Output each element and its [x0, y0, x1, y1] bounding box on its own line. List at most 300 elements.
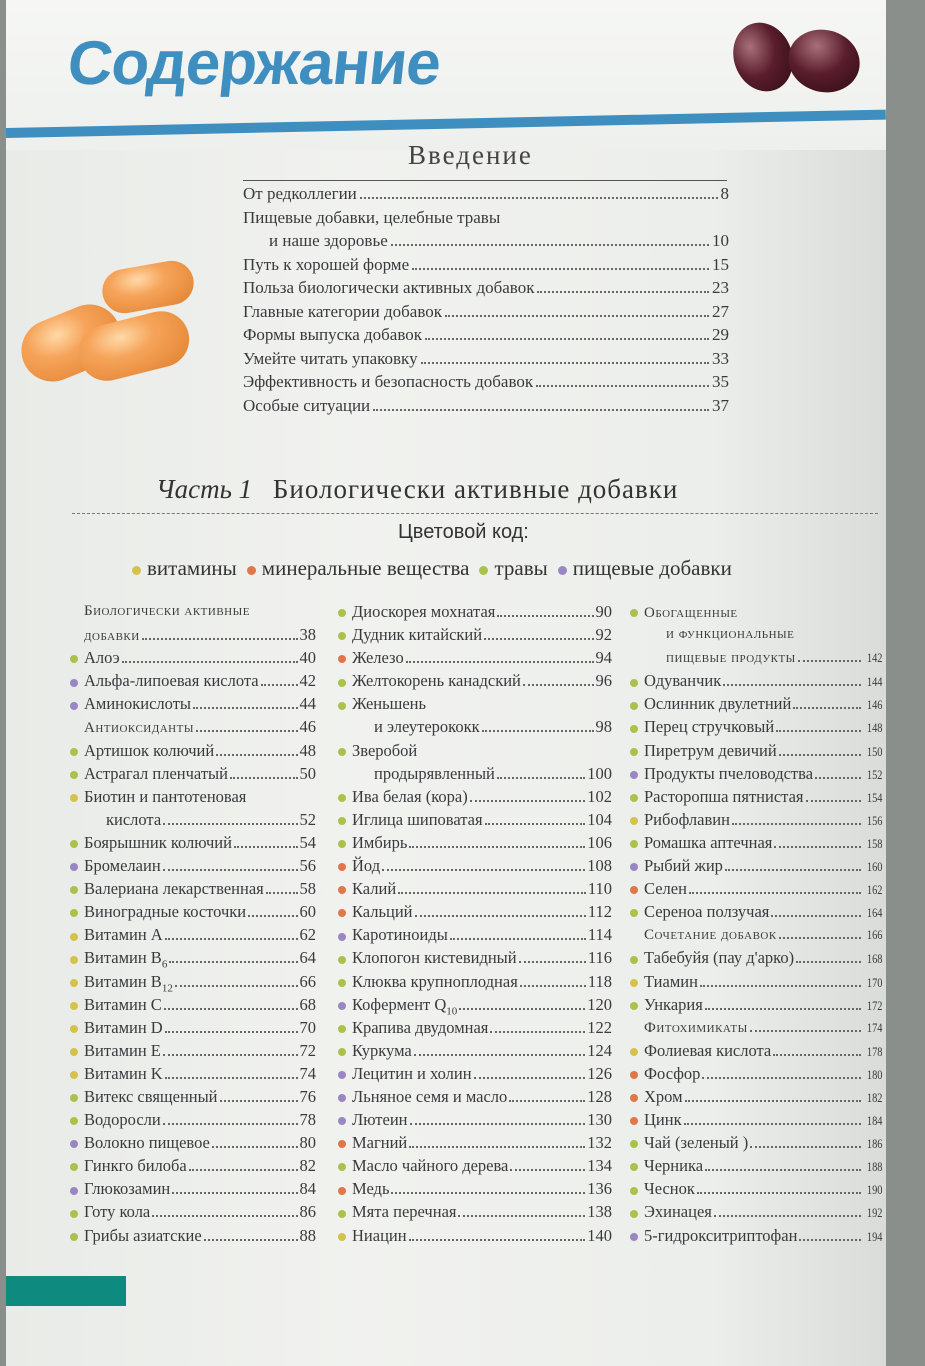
category-dot [70, 1140, 78, 1148]
category-dot [630, 909, 638, 917]
toc-entry-title: Рибофлавин [644, 809, 730, 829]
category-dot [630, 679, 638, 687]
toc-entry-title: Зверобой [352, 740, 418, 760]
toc-entry-title: Волокно пищевое [84, 1133, 210, 1153]
toc-entry-page: 42 [299, 671, 316, 691]
dot-leader [773, 1054, 860, 1056]
category-bullet [630, 1177, 644, 1200]
toc-entry-page: 150 [866, 743, 882, 759]
toc-entry-title: Витамин K [84, 1063, 163, 1083]
toc-entry[interactable] [338, 854, 612, 877]
toc-entry[interactable] [70, 993, 316, 1016]
toc-entry[interactable] [70, 739, 316, 762]
legend-color-dot [247, 566, 256, 575]
category-bullet [338, 923, 352, 946]
dot-leader [234, 846, 298, 848]
legend-color-dot [132, 566, 141, 575]
dot-leader [497, 777, 585, 779]
toc-entry[interactable] [630, 1131, 882, 1154]
dot-leader [165, 938, 298, 940]
category-bullet [630, 669, 644, 692]
teal-strip [6, 1276, 126, 1306]
category-dot [338, 1002, 346, 1010]
dot-leader [684, 1123, 861, 1125]
category-dot [338, 863, 346, 871]
toc-entry[interactable] [630, 623, 882, 646]
toc-entry-page: 152 [866, 766, 882, 782]
toc-entry-page: 48 [299, 740, 316, 760]
category-bullet [338, 900, 352, 923]
category-bullet [338, 1108, 352, 1131]
toc-entry-page: 70 [299, 1017, 316, 1037]
toc-entry-title: Селен [644, 879, 687, 899]
toc-entry[interactable] [338, 692, 612, 715]
category-bullet [338, 785, 352, 808]
legend-item [558, 556, 732, 580]
dot-leader [163, 1123, 298, 1125]
dot-leader [382, 869, 585, 871]
category-bullet [630, 854, 644, 877]
category-dot [630, 1140, 638, 1148]
toc-entry[interactable] [70, 946, 316, 969]
toc-entry-title: Ниацин [352, 1225, 407, 1245]
toc-entry[interactable] [70, 1131, 316, 1154]
book-page [6, 0, 886, 1366]
toc-entry[interactable] [630, 993, 882, 1016]
category-dot [630, 817, 638, 825]
intro-heading: Введение [408, 140, 533, 170]
dot-leader [459, 1008, 585, 1010]
toc-entry[interactable] [70, 831, 316, 854]
category-bullet [70, 900, 84, 923]
category-dot [70, 909, 78, 917]
toc-entry[interactable] [70, 900, 316, 923]
toc-entry[interactable] [338, 715, 612, 738]
dot-leader [266, 892, 298, 894]
toc-entry[interactable] [70, 715, 316, 738]
toc-entry-page: 180 [866, 1066, 882, 1082]
toc-entry[interactable] [338, 877, 612, 900]
toc-entry-page: 148 [866, 720, 882, 736]
toc-entry-title: Цинк [644, 1110, 682, 1130]
toc-entry[interactable] [338, 1200, 612, 1223]
toc-entry-title: Аминокислоты [84, 694, 192, 714]
toc-entry-title: Фитохимикаты [644, 1019, 748, 1036]
toc-entry[interactable] [70, 623, 316, 646]
toc-entry-page: 66 [299, 971, 316, 991]
dot-leader [537, 291, 709, 293]
toc-entry[interactable] [338, 946, 612, 969]
toc-entry[interactable] [338, 1131, 612, 1154]
category-bullet [338, 970, 352, 993]
category-dot [630, 863, 638, 871]
category-dot [630, 1094, 638, 1102]
category-dot [338, 1210, 346, 1218]
toc-entry[interactable] [338, 762, 612, 785]
toc-entry[interactable] [338, 1062, 612, 1085]
category-dot [630, 609, 638, 617]
toc-entry[interactable] [630, 854, 882, 877]
dot-leader [484, 638, 593, 640]
toc-entry-title: Диоскорея мохнатая [352, 602, 496, 621]
dot-leader [169, 961, 297, 963]
toc-entry[interactable] [70, 1085, 316, 1108]
toc-entry-title: Виноградные косточки [84, 902, 247, 922]
toc-entry[interactable] [630, 970, 882, 993]
toc-entry[interactable] [70, 785, 316, 808]
toc-entry[interactable] [630, 1177, 882, 1200]
category-dot [338, 909, 346, 917]
category-bullet [70, 1039, 84, 1062]
toc-entry-page: 46 [299, 717, 316, 737]
toc-entry-title: Витекс священный [84, 1086, 218, 1106]
toc-entry-title: Витамин E [84, 1040, 161, 1060]
category-dot [70, 979, 78, 987]
category-bullet [70, 923, 84, 946]
toc-entry[interactable] [338, 1085, 612, 1108]
toc-entry[interactable] [70, 1154, 316, 1177]
dot-leader [414, 1054, 586, 1056]
toc-entry[interactable] [338, 785, 612, 808]
category-bullet [338, 1200, 352, 1223]
category-dot [338, 632, 346, 640]
intro-toc-entry[interactable] [243, 229, 729, 253]
toc-entry[interactable] [70, 646, 316, 669]
toc-entry[interactable] [630, 1200, 882, 1223]
dot-leader [122, 661, 298, 663]
category-bullet [338, 854, 352, 877]
toc-entry[interactable] [338, 1039, 612, 1062]
category-dot [70, 1233, 78, 1241]
toc-entry-page: 144 [866, 674, 882, 690]
dot-leader [164, 1008, 298, 1010]
toc-entry[interactable] [630, 1062, 882, 1085]
intro-toc-entry[interactable] [243, 253, 729, 277]
toc-entry[interactable] [630, 831, 882, 854]
toc-entry[interactable] [70, 1108, 316, 1131]
toc-entry[interactable] [70, 1062, 316, 1085]
toc-entry-title: Расторопша пятнистая [644, 786, 804, 806]
toc-entry-page: 140 [587, 1225, 612, 1245]
toc-entry[interactable] [630, 900, 882, 923]
toc-entry-title: Витамин $B_6$ [84, 948, 168, 971]
part-number: Часть 1 [156, 474, 253, 504]
toc-entry[interactable] [630, 762, 882, 785]
dot-leader [163, 823, 297, 825]
toc-entry-title: Кофермент $Q_{10}$ [352, 994, 458, 1017]
dot-leader [798, 660, 861, 662]
toc-entry-title: Биотин и пантотеновая [84, 786, 247, 806]
toc-entry[interactable] [630, 1085, 882, 1108]
category-dot [630, 771, 638, 779]
toc-entry-page: 40 [299, 648, 316, 668]
category-dot [630, 1002, 638, 1010]
part-heading [156, 474, 678, 505]
toc-entry-title: Путь к хорошей форме [243, 254, 410, 274]
dot-leader [685, 1100, 861, 1102]
toc-entry[interactable] [338, 623, 612, 646]
toc-entry-page: 50 [299, 763, 316, 783]
toc-entry[interactable] [630, 1016, 882, 1039]
toc-entry[interactable] [70, 1016, 316, 1039]
category-bullet [338, 1016, 352, 1039]
dot-leader [175, 985, 298, 987]
toc-entry-page: 60 [299, 902, 316, 922]
category-dot [630, 1210, 638, 1218]
dot-leader [776, 730, 860, 732]
toc-entry[interactable] [338, 808, 612, 831]
dot-leader [771, 915, 860, 917]
category-dot [70, 1025, 78, 1033]
dot-leader [793, 707, 860, 709]
toc-entry[interactable] [70, 692, 316, 715]
category-dot [70, 1187, 78, 1195]
toc-entry-page: 120 [587, 994, 612, 1014]
dot-leader [474, 1077, 586, 1079]
toc-entry[interactable] [70, 669, 316, 692]
toc-entry[interactable] [630, 877, 882, 900]
toc-entry-title: Глюкозамин [84, 1179, 171, 1199]
toc-entry[interactable] [70, 1224, 316, 1247]
category-dot [338, 609, 346, 617]
intro-toc-entry[interactable] [243, 394, 729, 418]
toc-entry-title: пищевые продукты [666, 650, 796, 667]
toc-entry-title: Ромашка аптечная [644, 832, 773, 852]
toc-entry-title: Йод [352, 856, 381, 876]
toc-entry[interactable] [338, 1224, 612, 1247]
intro-toc-entry[interactable] [243, 276, 729, 300]
toc-entry[interactable] [70, 877, 316, 900]
toc-entry[interactable] [630, 1154, 882, 1177]
intro-toc-entry[interactable] [243, 347, 729, 371]
dot-leader [520, 985, 586, 987]
toc-entry[interactable] [630, 785, 882, 808]
toc-entry-title: Иглица шиповатая [352, 809, 483, 829]
toc-entry-title: Пищевые добавки, целебные травы [243, 207, 501, 227]
toc-entry[interactable] [630, 1224, 882, 1247]
category-dot [70, 1210, 78, 1218]
category-bullet [338, 1131, 352, 1154]
category-bullet [338, 993, 352, 1016]
toc-entry[interactable] [70, 1039, 316, 1062]
toc-entry[interactable] [630, 946, 882, 969]
toc-entry[interactable] [630, 1039, 882, 1062]
category-bullet [338, 646, 352, 669]
toc-entry[interactable] [70, 600, 316, 623]
dot-leader [230, 777, 298, 779]
toc-entry[interactable] [630, 692, 882, 715]
toc-entry[interactable] [70, 1200, 316, 1223]
toc-entry[interactable] [338, 923, 612, 946]
toc-entry-title: и элеутерококк [374, 717, 480, 737]
toc-entry-title: Масло чайного дерева [352, 1156, 509, 1176]
toc-entry[interactable] [70, 923, 316, 946]
dot-leader [700, 985, 861, 987]
dot-leader [697, 1192, 861, 1194]
dot-leader [196, 730, 298, 732]
toc-entry[interactable] [338, 739, 612, 762]
category-bullet [70, 692, 84, 715]
intro-toc-entry[interactable] [243, 323, 729, 347]
toc-entry[interactable] [70, 854, 316, 877]
category-bullet [338, 669, 352, 692]
toc-entry-page: 94 [595, 648, 612, 668]
dot-leader [212, 1146, 298, 1148]
dot-leader [779, 754, 861, 756]
toc-entry[interactable] [630, 808, 882, 831]
category-bullet [70, 1200, 84, 1223]
toc-entry[interactable] [338, 831, 612, 854]
toc-entry-page: 86 [299, 1202, 316, 1222]
toc-entry-title: Женьшень [352, 694, 427, 714]
toc-entry-title: Фолиевая кислота [644, 1040, 772, 1060]
toc-entry[interactable] [630, 669, 882, 692]
category-bullet [338, 877, 352, 900]
toc-entry[interactable] [338, 1108, 612, 1131]
legend-color-dot [479, 566, 488, 575]
category-bullet [70, 854, 84, 877]
toc-entry-title: Артишок колючий [84, 740, 215, 760]
orange-capsule-image [99, 257, 197, 316]
toc-entry[interactable] [630, 739, 882, 762]
toc-entry-title: и функциональные [666, 626, 795, 643]
toc-entry-title: Перец стручковый [644, 717, 775, 737]
toc-entry[interactable] [338, 1177, 612, 1200]
toc-entry-title: Эхинацея [644, 1202, 712, 1222]
category-dot [338, 679, 346, 687]
category-bullet [70, 1131, 84, 1154]
toc-entry[interactable] [70, 970, 316, 993]
toc-entry[interactable] [338, 1154, 612, 1177]
category-bullet [70, 831, 84, 854]
toc-entry-page: 164 [866, 905, 882, 921]
category-bullet [630, 739, 644, 762]
toc-entry[interactable] [338, 970, 612, 993]
toc-entry-title: Куркума [352, 1040, 412, 1060]
toc-entry-page: 78 [299, 1110, 316, 1130]
toc-entry-page: 134 [587, 1156, 612, 1176]
dot-leader [261, 684, 298, 686]
toc-entry[interactable] [338, 669, 612, 692]
toc-entry-title: Чеснок [644, 1179, 695, 1199]
category-bullet [630, 1131, 644, 1154]
toc-entry-title: Алоэ [84, 648, 120, 668]
toc-entry[interactable] [70, 808, 316, 831]
toc-entry[interactable] [70, 1177, 316, 1200]
category-bullet [338, 692, 352, 715]
category-dot [630, 794, 638, 802]
category-dot [70, 794, 78, 802]
intro-toc-entry[interactable] [243, 300, 729, 324]
category-dot [70, 1002, 78, 1010]
dot-leader [750, 1146, 860, 1148]
dot-leader [163, 1054, 298, 1056]
toc-entry[interactable] [630, 646, 882, 669]
toc-entry[interactable] [338, 600, 612, 623]
category-bullet [338, 1039, 352, 1062]
toc-entry[interactable] [630, 600, 882, 623]
toc-entry-title: Хром [644, 1086, 683, 1106]
category-bullet [70, 1062, 84, 1085]
toc-entry[interactable] [338, 646, 612, 669]
dot-leader [523, 684, 594, 686]
toc-entry-title: Ункария [644, 994, 703, 1014]
toc-entry[interactable] [630, 1108, 882, 1131]
dot-leader [165, 1077, 298, 1079]
category-dot [338, 794, 346, 802]
toc-entry-title: Крапива двудомная [352, 1017, 489, 1037]
category-dot [70, 933, 78, 941]
toc-entry[interactable] [338, 993, 612, 1016]
toc-entry-page: 116 [587, 948, 612, 968]
category-bullet [630, 1108, 644, 1131]
category-bullet [630, 1224, 644, 1247]
category-dot [70, 679, 78, 687]
intro-toc-entry[interactable] [243, 370, 729, 394]
toc-entry-title: Витамин D [84, 1017, 163, 1037]
toc-entry-title: Магний [352, 1133, 408, 1153]
dot-leader [165, 1031, 298, 1033]
dot-leader [470, 800, 586, 802]
toc-entry-page: 130 [587, 1110, 612, 1130]
toc-entry-page: 72 [299, 1040, 316, 1060]
toc-entry-title: Одуванчик [644, 671, 722, 691]
toc-entry-page: 174 [866, 1019, 882, 1035]
category-bullet [338, 1085, 352, 1108]
toc-entry-page: 54 [299, 832, 316, 852]
toc-entry-page: 74 [299, 1063, 316, 1083]
intro-toc-entry[interactable] [243, 206, 729, 230]
dot-leader [193, 707, 297, 709]
toc-entry[interactable] [338, 1016, 612, 1039]
toc-entry-title: Водоросли [84, 1110, 161, 1130]
toc-entry[interactable] [338, 900, 612, 923]
toc-entry-page: 44 [299, 694, 316, 714]
toc-entry-title: и наше здоровье [269, 231, 388, 250]
category-dot [338, 1187, 346, 1195]
toc-entry-page: 62 [299, 925, 316, 945]
category-bullet [630, 1039, 644, 1062]
toc-entry[interactable] [630, 923, 882, 946]
toc-entry-title: Формы выпуска добавок [243, 325, 423, 344]
category-bullet [70, 1016, 84, 1039]
category-bullet [630, 1154, 644, 1177]
toc-entry-page: 160 [866, 859, 882, 875]
toc-entry-page: 106 [587, 832, 612, 852]
category-bullet [338, 1177, 352, 1200]
toc-entry-page: 158 [866, 835, 882, 851]
dot-leader [702, 1077, 860, 1079]
toc-entry-title: Умейте читать упаковку [243, 348, 418, 368]
category-bullet [70, 993, 84, 1016]
toc-entry[interactable] [70, 762, 316, 785]
category-bullet [630, 808, 644, 831]
dot-leader [509, 1100, 585, 1102]
toc-entry[interactable] [630, 715, 882, 738]
toc-entry-title: Главные категории добавок [243, 301, 443, 321]
toc-entry-page: 102 [587, 786, 612, 806]
category-bullet [630, 762, 644, 785]
toc-entry-page: 52 [299, 809, 316, 829]
category-dot [338, 1048, 346, 1056]
dot-leader [415, 915, 586, 917]
toc-entry-title: Витамин C [84, 994, 162, 1014]
intro-toc-entry[interactable] [243, 182, 729, 206]
toc-entry-title: добавки [84, 628, 140, 645]
toc-entry-page: 110 [587, 879, 612, 899]
toc-entry-page: 56 [299, 856, 316, 876]
toc-entry-page: 188 [866, 1159, 882, 1175]
